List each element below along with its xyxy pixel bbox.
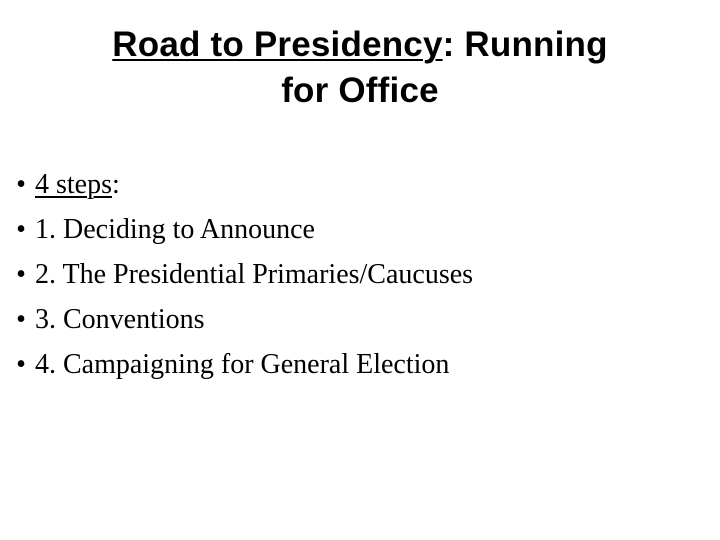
bullet-icon: • <box>16 169 26 200</box>
title-text-line1-rest: : Running <box>442 25 608 64</box>
bullet-text-rest: : <box>112 169 120 200</box>
bullet-text: 3. Conventions <box>35 304 205 335</box>
title-text-line2: for Office <box>281 71 439 110</box>
bullet-text <box>35 162 120 207</box>
slide-title <box>30 22 690 114</box>
bullet-text: 4. Campaigning for General Election <box>35 349 450 380</box>
bullet-icon: • <box>16 214 26 245</box>
title-underlined-text: Road to Presidency <box>112 25 443 64</box>
bullet-underlined-text: 4 steps <box>35 169 112 200</box>
bullet-icon: • <box>16 259 26 290</box>
bullet-text: 2. The Presidential Primaries/Caucuses <box>35 259 474 290</box>
bullet-icon: • <box>16 349 26 380</box>
bullet-icon: • <box>16 304 26 335</box>
bullet-text: 1. Deciding to Announce <box>35 214 315 245</box>
